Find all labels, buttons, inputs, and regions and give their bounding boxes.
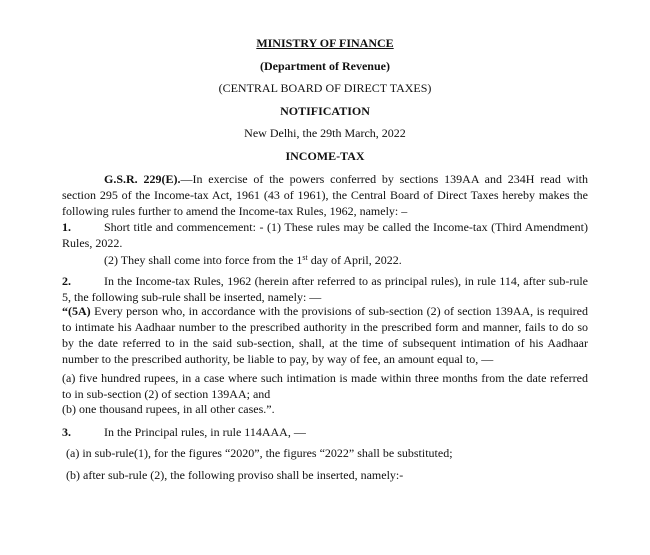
- rule-5a-clause-a: (a) five hundred rupees, in a case where such intimation is made within three months from the date referred to in sub-section (2) of section 139AA; and: [62, 371, 588, 401]
- rule-5a-paragraph: [62, 303, 588, 367]
- subrule-2-text: (2) They shall come into force from the 1: [104, 253, 303, 267]
- rule-3-number: 3.: [62, 425, 71, 439]
- rule-1-text: Short title and commencement: - (1) These rules may be called the Income-tax (Third Amendment) Rules, 2022.: [62, 220, 588, 250]
- rule-1-paragraph: [62, 219, 588, 251]
- rule-3-clause-a: (a) in sub-rule(1), for the figures “2020”, the figures “2022” shall be substituted;: [66, 446, 453, 460]
- department-heading: (Department of Revenue): [260, 59, 390, 73]
- rule-2-text: In the Income-tax Rules, 1962 (herein after referred to as principal rules), in rule 114, after sub-rule 5, the following sub-rule shall be inserted, namely: —: [62, 274, 588, 304]
- rule-5a-text: Every person who, in accordance with the provisions of sub-section (2) of section 139AA, is required to intimate his Aadhaar number to the prescribed authority in the prescribed form and manner, fails to do so by the date referred to in the said sub-section, shall, at the time of subsequent intimation of his Aadhaar number to the prescribed authority, be liable to pay, by way of fee, an amount equal to, —: [62, 304, 588, 366]
- rule-5a-clause-b: (b) one thousand rupees, in all other cases.”.: [62, 402, 275, 416]
- intro-text: —In exercise of the powers conferred by sections 139AA and 234H read with section 295 of the Income-tax Act, 1961 (43 of 1961), the Central Board of Direct Taxes hereby makes the following rules further to amend the Income-tax Rules, 1962, namely: –: [62, 172, 589, 218]
- ministry-heading: MINISTRY OF FINANCE: [256, 36, 394, 50]
- place-date: New Delhi, the 29th March, 2022: [244, 126, 406, 140]
- ordinal-suffix: st: [302, 253, 308, 262]
- rule-2-paragraph: [62, 273, 588, 305]
- rule-3-paragraph: [62, 424, 588, 440]
- subject-heading: INCOME-TAX: [285, 149, 365, 163]
- subrule-2-text-end: day of April, 2022.: [307, 253, 402, 267]
- rule-1-subrule-2: [104, 252, 630, 268]
- rule-3-clause-b: (b) after sub-rule (2), the following proviso shall be inserted, namely:-: [66, 468, 404, 482]
- gsr-reference: G.S.R. 229(E).: [104, 172, 181, 186]
- notification-heading: NOTIFICATION: [280, 104, 370, 118]
- intro-paragraph: [62, 171, 588, 219]
- rule-1-number: 1.: [62, 220, 71, 234]
- rule-2-number: 2.: [62, 274, 71, 288]
- board-heading: (CENTRAL BOARD OF DIRECT TAXES): [218, 81, 432, 95]
- rule-5a-reference: “(5A): [62, 304, 91, 318]
- rule-3-text: In the Principal rules, in rule 114AAA, —: [104, 425, 306, 439]
